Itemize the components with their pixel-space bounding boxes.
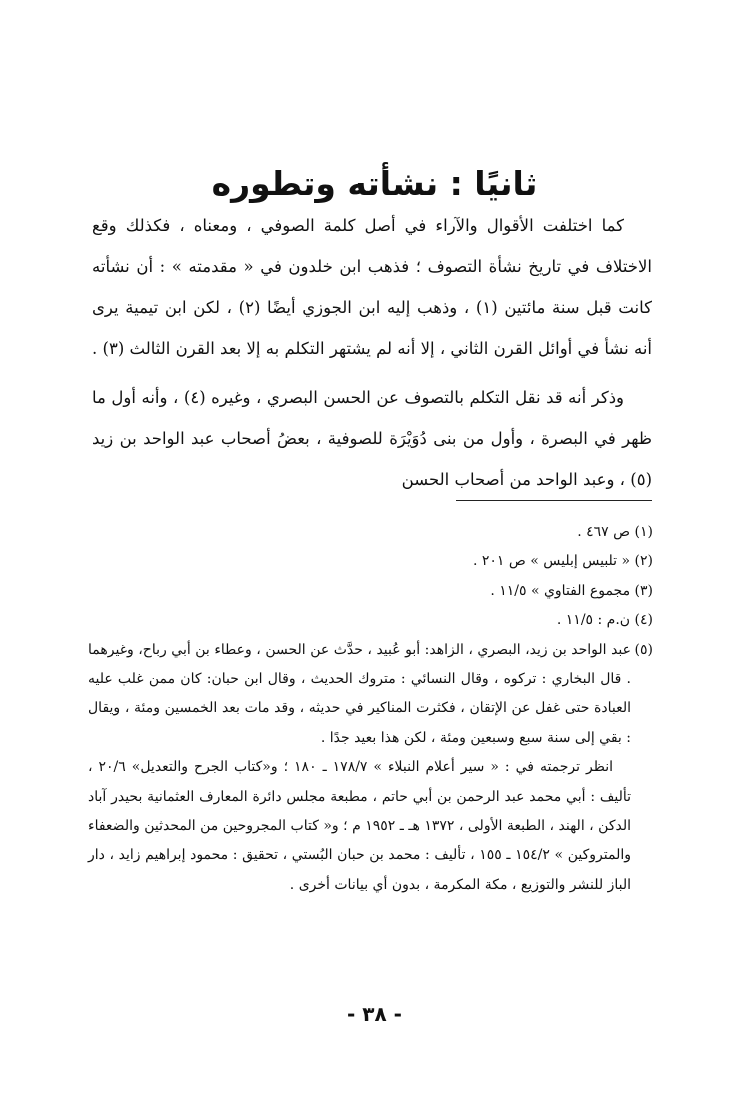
footnote-separator — [456, 500, 652, 501]
footnote-1: (١) ص ٤٦٧ . — [577, 524, 653, 540]
page-number: - ٣٨ - — [347, 1002, 402, 1026]
paragraph-origins: كما اختلفت الأقوال والآراء في أصل كلمة الصوفي ، ومعناه ، فكذلك وقع الاختلاف في تاريخ نشأة التصوف ؛ فذهب ابن خلدون في « مقدمته » : أن نشأته كانت قبل سنة مائتين (١) ، وذهب إليه ابن الجوزي أيضًا (٢) ، لكن ابن تيمية يرى أنه نشأ في أوائل القرن الثاني ، إلا أنه لم يشتهر التكلم به إلا بعد القرن الثالث (٣) . — [92, 216, 652, 358]
section-title: ثانيًا : نشأته وتطوره — [211, 164, 538, 204]
footnote-5-references: انظر ترجمته في : « سير أعلام النبلاء » ١٧٨/٧ ـ ١٨٠ ؛ و«كتاب الجرح والتعديل» ٢٠/٦ ، تأليف : أبي محمد عبد الرحمن بن أبي حاتم ، مطبعة مجلس دائرة المعارف العثمانية بحيدر آباد الدكن ، الهند ، الطبعة الأولى ، ١٣٧٢ هـ ـ ١٩٥٢ م ؛ و« كتاب المجروحين من المحدثين والضعفاء والمتروكين » ١٥٤/٢ ـ ١٥٥ ، تأليف : محمد بن حبان البُستي ، تحقيق : محمود إبراهيم زايد ، دار الباز للنشر والتوزيع ، مكة المكرمة ، بدون أي بيانات أخرى . — [88, 759, 632, 893]
paragraph-basra: وذكر أنه قد نقل التكلم بالتصوف عن الحسن البصري ، وغيره (٤) ، وأنه أول ما ظهر في البصرة ، وأول من بنى دُوَيْرَة للصوفية ، بعضُ أصحاب عبد الواحد بن زيد (٥) ، وعبد الواحد من أصحاب الحسن — [92, 388, 652, 489]
footnote-4: (٤) ن.م : ١١/٥ . — [556, 612, 653, 629]
footnote-2: (٢) « تلبيس إبليس » ص ٢٠١ . — [472, 553, 653, 570]
footnote-3: (٣) مجموع الفتاوي » ١١/٥ . — [490, 582, 653, 599]
footnote-5 — [88, 636, 653, 754]
footnote-5-text: عبد الواحد بن زيد، البصري ، الزاهد: أبو عُبيد ، حدَّث عن الحسن ، وعطاء بن أبي رباح، وغيرهما . قال البخاري : تركوه ، وقال النسائي : متروك الحديث ، وقال ابن حبان: كان ممن غلب عليه العبادة حتى غفل عن الإتقان ، فكثرت المناكير في حديثه ، وقد مات بعد الخمسين ومئة ، ويقال : بقي إلى سنة سبع وسبعين ومئة ، لكن هذا بعيد جدًا . — [88, 641, 631, 746]
footnotes — [88, 518, 653, 900]
main-text — [92, 205, 652, 500]
footnote-5-marker: (٥) — [634, 641, 653, 658]
